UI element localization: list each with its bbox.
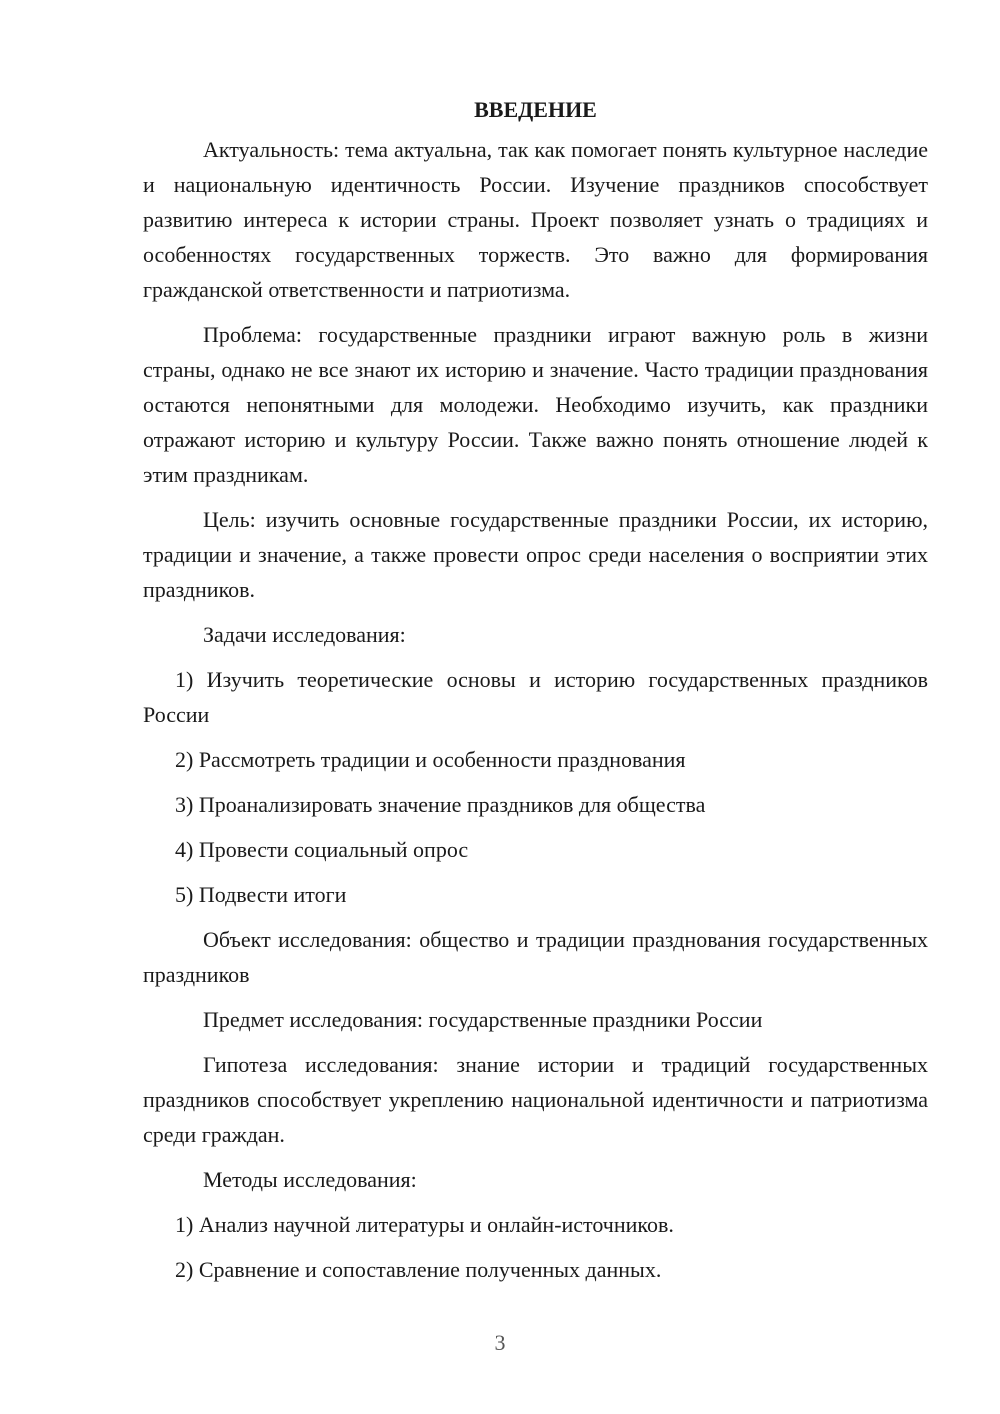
task-item-1: 1) Изучить теоретические основы и историю государственных праздников России: [143, 667, 928, 727]
methods-heading: Методы исследования:: [203, 1167, 417, 1192]
task-item-5: 5) Подвести итоги: [175, 882, 347, 907]
goal-paragraph: Цель: изучить основные государственные праздники России, их историю, традиции и значение, а также провести опрос среди населения о восприятии этих праздников.: [143, 507, 928, 602]
hypothesis-paragraph: Гипотеза исследования: знание истории и традиций государственных праздников способствует укреплению национальной идентичности и патриотизма среди граждан.: [143, 1052, 928, 1147]
page-title: ВВЕДЕНИЕ: [474, 97, 597, 122]
problem-paragraph: Проблема: государственные праздники играют важную роль в жизни страны, однако не все знают их историю и значение. Часто традиции празднования остаются непонятными для молодежи. Необходимо изучить, как праздники отражают историю и культуру России. Также важно понять отношение людей к этим праздникам.: [143, 322, 928, 487]
method-item-1: 1) Анализ научной литературы и онлайн-источников.: [175, 1212, 674, 1237]
relevance-paragraph: Актуальность: тема актуальна, так как помогает понять культурное наследие и национальную идентичность России. Изучение праздников способствует развитию интереса к истории страны. Проект позволяет узнать о традициях и особенностях государственных торжеств. Это важно для формирования гражданской ответственности и патриотизма.: [143, 137, 928, 302]
task-item-3: 3) Проанализировать значение праздников для общества: [175, 792, 706, 817]
subject-paragraph: Предмет исследования: государственные праздники России: [203, 1007, 763, 1032]
task-item-4: 4) Провести социальный опрос: [175, 837, 469, 862]
tasks-heading: Задачи исследования:: [203, 622, 406, 647]
task-item-2: 2) Рассмотреть традиции и особенности празднования: [175, 747, 686, 772]
document-page: [143, 92, 928, 1297]
method-item-2: 2) Сравнение и сопоставление полученных данных.: [175, 1257, 662, 1282]
object-paragraph: Объект исследования: общество и традиции празднования государственных праздников: [143, 927, 928, 987]
page-number: 3: [494, 1330, 506, 1355]
